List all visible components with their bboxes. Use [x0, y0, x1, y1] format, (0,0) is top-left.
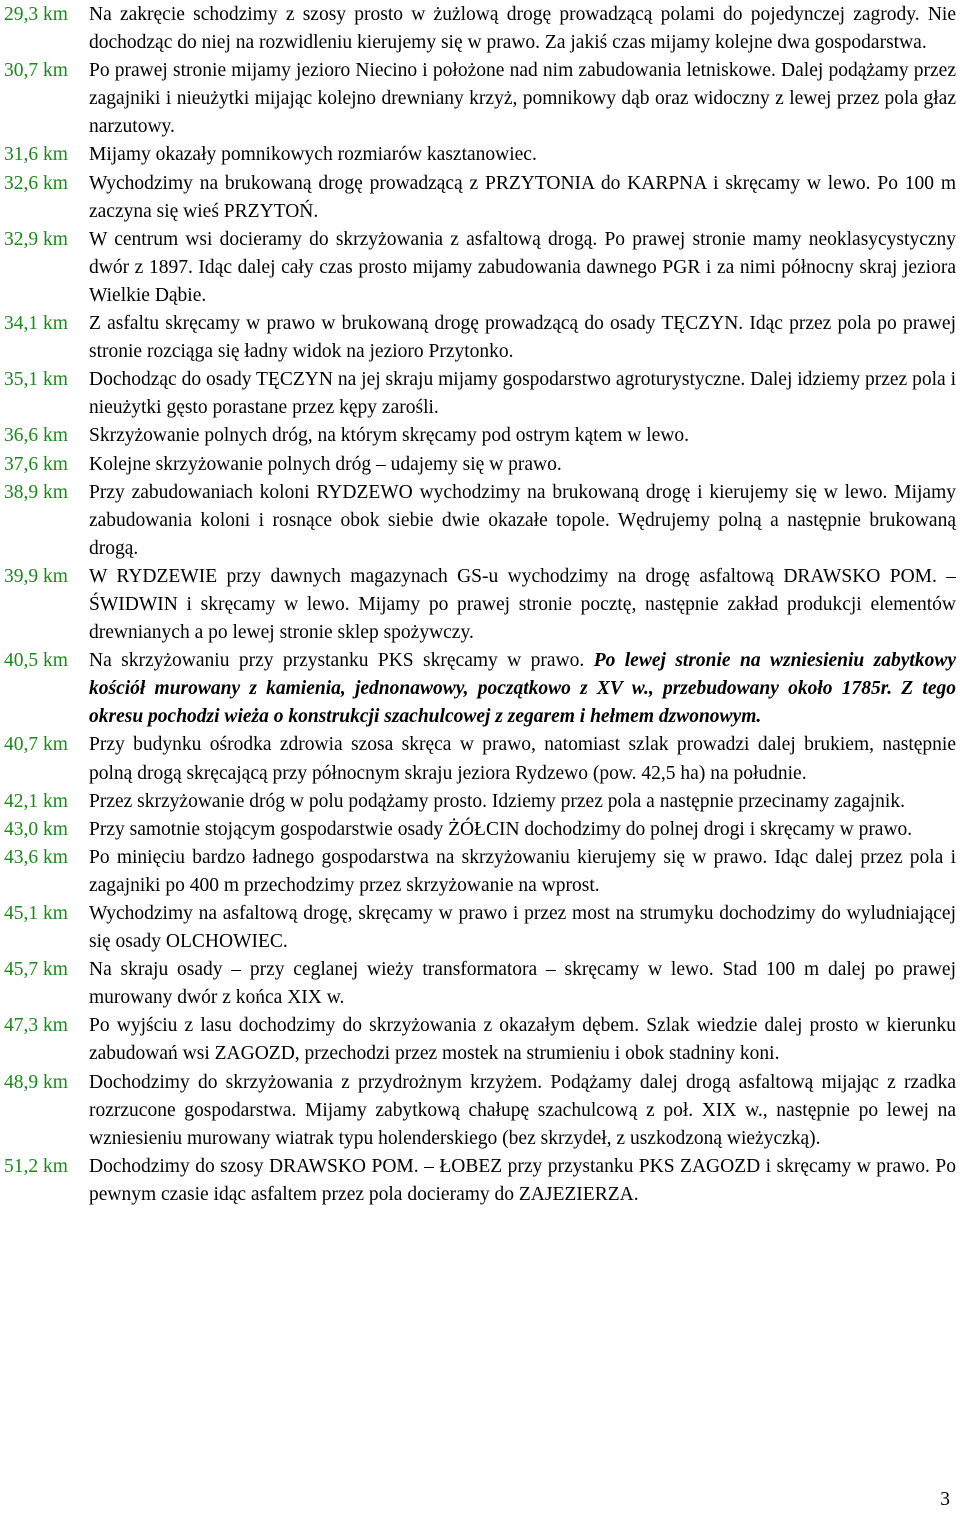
route-text: [89, 226, 956, 310]
km-marker: 51,2 km: [4, 1155, 68, 1177]
km-marker: 43,0 km: [4, 818, 68, 840]
km-marker: 32,9 km: [4, 228, 68, 250]
route-entry: [4, 1069, 956, 1153]
route-text-plain: Po minięciu bardzo ładnego gospodarstwa na skrzyżowaniu kierujemy się w prawo. Idąc dalej przez pola i zagajniki po 400 m przechodzimy przez skrzyżowanie na wprost.: [89, 846, 956, 896]
route-text-emphasis: Po lewej stronie na wzniesieniu zabytkowy kościół murowany z kamienia, jednonawowy, początkowo z XV w., przebudowany około 1785r. Z tego okresu pochodzi wieża o konstrukcji szachulcowej z zegarem i hełmem dzwonowym.: [89, 650, 957, 728]
route-text-plain: Kolejne skrzyżowanie polnych dróg – udajemy się w prawo.: [89, 453, 562, 475]
route-entry: [4, 563, 956, 647]
route-text-plain: Przez skrzyżowanie dróg w polu podążamy prosto. Idziemy przez pola a następnie przecinamy zagajnik.: [89, 790, 905, 812]
route-entry: [4, 1, 956, 57]
route-entry: [4, 816, 956, 844]
route-entry: [4, 422, 956, 450]
km-marker: 31,6 km: [4, 144, 68, 166]
route-entry: [4, 788, 956, 816]
km-marker: 37,6 km: [4, 453, 68, 475]
km-marker: 45,7 km: [4, 959, 68, 981]
route-text: [89, 788, 956, 816]
route-entry: [4, 57, 956, 141]
route-entry: [4, 647, 956, 731]
route-entry: [4, 900, 956, 956]
route-entry: [4, 170, 956, 226]
route-text-plain: Przy samotnie stojącym gospodarstwie osady ŻÓŁCIN dochodzimy do polnej drogi i skręcamy w prawo.: [89, 818, 913, 840]
route-text-plain: Na zakręcie schodzimy z szosy prosto w żużlową drogę prowadzącą polami do pojedynczej zagrody. Nie dochodząc do niej na rozwidleniu kierujemy się w prawo. Za jakiś czas mijamy kolejne dwa gospodarstwa.: [89, 4, 956, 54]
km-marker: 34,1 km: [4, 313, 68, 335]
route-text-plain: Skrzyżowanie polnych dróg, na którym skręcamy pod ostrym kątem w lewo.: [89, 425, 690, 447]
route-text: [89, 310, 956, 366]
route-text: [89, 900, 956, 956]
km-marker: 47,3 km: [4, 1015, 68, 1037]
route-text-plain: Z asfaltu skręcamy w prawo w brukowaną drogę prowadzącą do osady TĘCZYN. Idąc przez pola po prawej stronie rozciąga się ładny widok na jezioro Przytonko.: [89, 313, 956, 363]
route-text: [89, 170, 956, 226]
page-number: 3: [940, 1489, 950, 1510]
km-marker: 40,5 km: [4, 650, 68, 672]
route-text: [89, 1069, 956, 1153]
route-text-plain: Przy zabudowaniach koloni RYDZEWO wychodzimy na brukowaną drogę i kierujemy się w lewo. Mijamy zabudowania koloni i rosnące obok siebie dwie okazałe topole. Wędrujemy polną a następnie brukowaną drogą.: [89, 481, 956, 559]
km-marker: 39,9 km: [4, 565, 68, 587]
route-text: [89, 422, 956, 450]
route-text: [89, 57, 956, 141]
route-text: [89, 647, 956, 731]
route-text: [89, 1, 956, 57]
route-text: [89, 816, 956, 844]
route-text-plain: Przy budynku ośrodka zdrowia szosa skręca w prawo, natomiast szlak prowadzi dalej brukiem, następnie polną drogą skręcającą przy północnym skraju jeziora Rydzewo (pow. 42,5 ha) na południe.: [89, 734, 956, 784]
km-marker: 32,6 km: [4, 172, 68, 194]
route-entry: [4, 956, 956, 1012]
route-text-plain: Na skraju osady – przy ceglanej wieży transformatora – skręcamy w lewo. Stad 100 m dalej po prawej murowany dwór z końca XIX w.: [89, 959, 956, 1009]
route-text: [89, 451, 956, 479]
route-text-plain: Dochodzimy do skrzyżowania z przydrożnym krzyżem. Podążamy dalej drogą asfaltową mijając z rzadka rozrzucone gospodarstwa. Mijamy zabytkową chałupę szachulcową z poł. XIX w., następnie po lewej na wzniesieniu murowany wiatrak typu holenderskiego (bez skrzydeł, z uszkodzoną wieżyczką).: [89, 1071, 956, 1149]
km-marker: 35,1 km: [4, 369, 68, 391]
km-marker: 48,9 km: [4, 1071, 68, 1093]
route-entry: [4, 479, 956, 563]
route-text: [89, 1153, 956, 1209]
route-text-plain: Wychodzimy na asfaltową drogę, skręcamy w prawo i przez most na strumyku dochodzimy do wyludniającej się osady OLCHOWIEC.: [89, 903, 956, 953]
km-marker: 30,7 km: [4, 60, 68, 82]
km-marker: 36,6 km: [4, 425, 68, 447]
route-text-plain: Na skrzyżowaniu przy przystanku PKS skręcamy w prawo.: [89, 650, 594, 672]
route-text-plain: Po wyjściu z lasu dochodzimy do skrzyżowania z okazałym dębem. Szlak wiedzie dalej prosto w kierunku zabudowań wsi ZAGOZD, przechodzi przez mostek na strumieniu i obok stadniny koni.: [89, 1015, 956, 1065]
km-marker: 29,3 km: [4, 4, 68, 25]
route-text-plain: W centrum wsi docieramy do skrzyżowania z asfaltową drogą. Po prawej stronie mamy neoklasycystyczny dwór z 1897. Idąc dalej cały czas prosto mijamy zabudowania dawnego PGR i za nimi północny skraj jeziora Wielkie Dąbie.: [89, 228, 956, 306]
route-entry: [4, 1012, 956, 1068]
route-entry: [4, 1153, 956, 1209]
route-text: [89, 844, 956, 900]
route-text: [89, 731, 956, 787]
route-entry: [4, 366, 956, 422]
route-text-plain: Mijamy okazały pomnikowych rozmiarów kasztanowiec.: [89, 144, 537, 166]
route-text-plain: Po prawej stronie mijamy jezioro Niecino i położone nad nim zabudowania letniskowe. Dalej podążamy przez zagajniki i nieużytki mijając kolejno drewniany krzyż, pomnikowy dąb oraz widoczny z lewej przez pola głaz narzutowy.: [89, 60, 956, 138]
km-marker: 45,1 km: [4, 903, 68, 924]
route-text: [89, 366, 956, 422]
route-text-plain: W RYDZEWIE przy dawnych magazynach GS-u wychodzimy na drogę asfaltową DRAWSKO POM. – ŚWIDWIN i skręcamy w lewo. Mijamy po prawej stronie pocztę, następnie zakład produkcji elementów drewnianych a po lewej stronie sklep spożywczy.: [89, 565, 956, 644]
route-entry: [4, 310, 956, 366]
route-text: [89, 563, 956, 647]
route-text-plain: Dochodzimy do szosy DRAWSKO POM. – ŁOBEZ przy przystanku PKS ZAGOZD i skręcamy w prawo. Po pewnym czasie idąc asfaltem przez pola docieramy do ZAJEZIERZA.: [89, 1155, 956, 1205]
route-entry: [4, 451, 956, 479]
route-text: [89, 141, 956, 169]
km-marker: 43,6 km: [4, 846, 68, 868]
route-text-plain: Wychodzimy na brukowaną drogę prowadzącą z PRZYTONIA do KARPNA i skręcamy w lewo. Po 100 m zaczyna się wieś PRZYTOŃ.: [89, 172, 956, 222]
route-description: [4, 1, 956, 1209]
route-text: [89, 956, 956, 1012]
km-marker: 38,9 km: [4, 481, 68, 503]
route-text: [89, 1012, 956, 1068]
route-entry: [4, 141, 956, 169]
route-entry: [4, 226, 956, 310]
km-marker: 42,1 km: [4, 790, 68, 812]
route-entry: [4, 731, 956, 787]
route-entry: [4, 844, 956, 900]
route-text: [89, 479, 956, 563]
km-marker: 40,7 km: [4, 734, 68, 756]
route-text-plain: Dochodząc do osady TĘCZYN na jej skraju mijamy gospodarstwo agroturystyczne. Dalej idziemy przez pola i nieużytki gęsto porastane przez kępy zarośli.: [89, 369, 956, 419]
